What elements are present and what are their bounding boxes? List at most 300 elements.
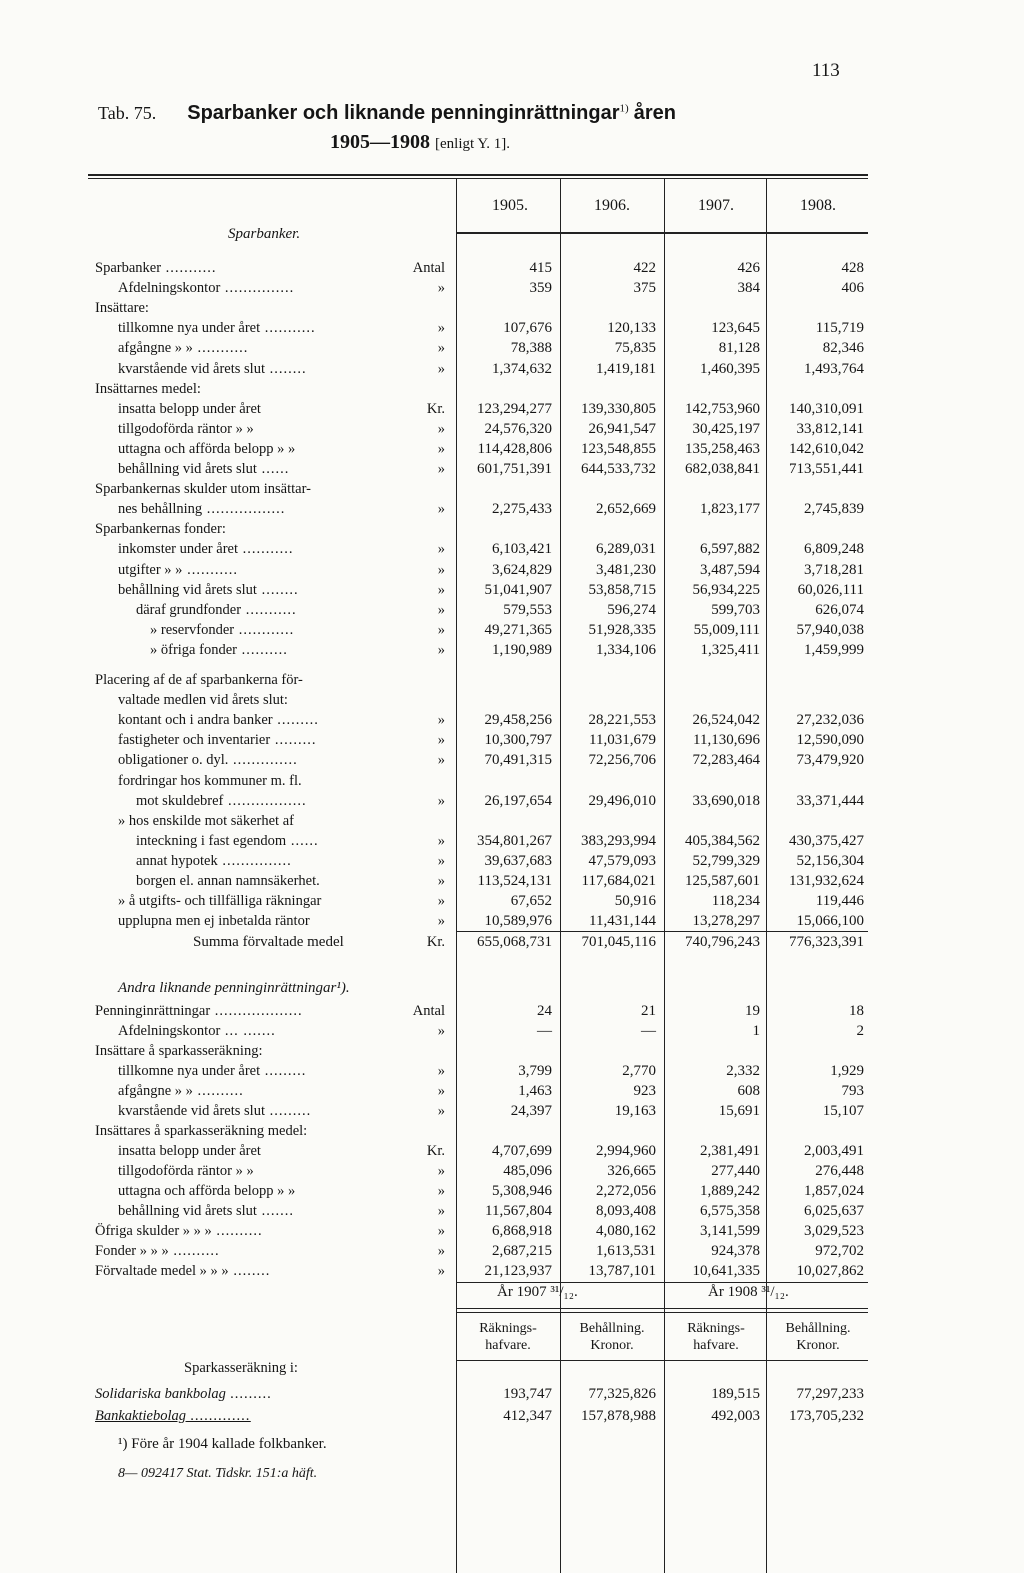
header-rule bbox=[456, 232, 868, 234]
cell-value: 405,384,562 bbox=[685, 832, 760, 849]
table-row bbox=[0, 401, 1024, 421]
row-unit: » bbox=[437, 852, 445, 869]
summa-label: Summa förvaltade medel bbox=[193, 934, 344, 950]
label-text: fastigheter och inventarier bbox=[118, 732, 271, 749]
label-text: däraf grundfonder bbox=[136, 601, 242, 618]
row-unit: Kr. bbox=[426, 1143, 445, 1159]
table-row bbox=[0, 421, 1024, 441]
row-label bbox=[118, 893, 321, 910]
table-row bbox=[0, 1183, 1024, 1203]
label-text: behållning vid årets slut bbox=[118, 581, 257, 598]
col-head-behallning-1908 bbox=[768, 1320, 868, 1354]
leader-dots: ......... bbox=[225, 1386, 273, 1402]
cell-value: 8,093,408 bbox=[596, 1203, 656, 1219]
cell-value: 56,934,225 bbox=[692, 581, 760, 598]
leader-dots: ............ bbox=[234, 621, 295, 638]
cell-value: — bbox=[537, 1023, 552, 1039]
cell-value: 21,123,937 bbox=[484, 1263, 552, 1279]
table-number: Tab. 75. bbox=[98, 103, 157, 123]
page-number: 113 bbox=[812, 60, 840, 81]
title-tail: åren bbox=[633, 102, 676, 124]
cell-value: 72,256,706 bbox=[588, 752, 656, 769]
cell-value: 118,234 bbox=[711, 893, 760, 910]
leader-dots: .......... bbox=[168, 1243, 220, 1259]
cell-value: 3,624,829 bbox=[492, 561, 552, 578]
cell-value: 173,705,232 bbox=[789, 1408, 864, 1424]
lower-rule-3 bbox=[456, 1312, 868, 1313]
leader-dots: ................. bbox=[202, 501, 286, 518]
cell-value: 384 bbox=[737, 280, 760, 297]
cell-value: 2,770 bbox=[622, 1063, 656, 1079]
head-text: Behållning. bbox=[579, 1321, 645, 1336]
cell-value: 51,041,907 bbox=[484, 581, 552, 598]
cell-value: 123,294,277 bbox=[477, 400, 552, 417]
row-unit: » bbox=[437, 792, 445, 809]
label-text: afgångne » » bbox=[118, 1083, 193, 1099]
leader-dots: ......... bbox=[272, 712, 319, 729]
year-header-1906: 1906. bbox=[594, 197, 630, 214]
cell-value: 2,272,056 bbox=[596, 1183, 656, 1199]
cell-value: 1,463 bbox=[518, 1083, 552, 1099]
cell-value: 3,481,230 bbox=[596, 561, 656, 578]
table-row bbox=[0, 361, 1024, 381]
cell-value: 354,801,267 bbox=[477, 832, 552, 849]
label-text: kvarstående vid årets slut bbox=[118, 360, 265, 377]
row-unit: » bbox=[437, 893, 445, 910]
row-label bbox=[136, 833, 319, 850]
label-text: nes behållning bbox=[118, 501, 203, 518]
leader-dots: ...... bbox=[286, 832, 319, 849]
row-unit: » bbox=[437, 541, 445, 558]
table-row bbox=[0, 1263, 1024, 1283]
row-label bbox=[118, 1143, 261, 1160]
table-row bbox=[0, 1103, 1024, 1123]
row-label bbox=[118, 1103, 311, 1120]
cell-value: 326,665 bbox=[607, 1163, 656, 1179]
cell-value: 11,130,696 bbox=[693, 732, 760, 749]
cell-value: 1,613,531 bbox=[596, 1243, 656, 1259]
row-unit: » bbox=[437, 712, 445, 729]
row-label bbox=[118, 441, 295, 458]
cell-value: 125,587,601 bbox=[685, 873, 760, 889]
table-row bbox=[0, 381, 1024, 401]
cell-value: 24 bbox=[537, 1003, 552, 1019]
summa-rule bbox=[456, 931, 868, 932]
cell-value: 1,460,395 bbox=[700, 360, 760, 377]
cell-value: 2,652,669 bbox=[596, 501, 656, 518]
label-text: Placering af de af sparbankerna för- bbox=[95, 672, 303, 688]
label-text: upplupna men ej inbetalda räntor bbox=[118, 913, 310, 930]
row-unit: » bbox=[437, 1163, 445, 1179]
label-text: Sparbankernas skulder utom insättar- bbox=[95, 481, 311, 498]
cell-value: 18 bbox=[849, 1003, 864, 1019]
cell-value: 626,074 bbox=[815, 601, 864, 618]
cell-value: 426 bbox=[737, 260, 760, 276]
cell-value: 4,080,162 bbox=[596, 1223, 656, 1239]
cell-value: 713,551,441 bbox=[789, 461, 864, 477]
row-label bbox=[95, 1408, 251, 1425]
table-row bbox=[0, 1043, 1024, 1063]
leader-dots: .......... bbox=[211, 1223, 263, 1239]
table-row bbox=[0, 712, 1024, 732]
table-row bbox=[0, 853, 1024, 873]
table-row bbox=[0, 692, 1024, 712]
cell-value: 375 bbox=[633, 280, 656, 297]
cell-value: 12,590,090 bbox=[796, 732, 864, 749]
cell-value: 114,428,806 bbox=[477, 440, 552, 457]
row-unit: » bbox=[437, 501, 445, 518]
row-label bbox=[150, 642, 288, 659]
cell-value: 47,579,093 bbox=[588, 852, 656, 869]
row-label bbox=[95, 300, 149, 317]
cell-value: 24,397 bbox=[510, 1103, 552, 1119]
leader-dots: ............... bbox=[217, 852, 292, 869]
leader-dots: ........... bbox=[182, 561, 238, 578]
row-unit: Antal bbox=[412, 1003, 445, 1019]
leader-dots: ...... bbox=[256, 461, 290, 477]
cell-value: 26,524,042 bbox=[692, 712, 760, 729]
table-row bbox=[0, 833, 1024, 853]
cell-value: 492,003 bbox=[711, 1408, 760, 1424]
row-unit: » bbox=[437, 1203, 445, 1219]
label-text: tillgodoförda räntor » » bbox=[118, 420, 254, 437]
lower-rule-1 bbox=[456, 1282, 868, 1283]
label-text: uttagna och afförda belopp » » bbox=[118, 1183, 296, 1199]
cell-value: 3,029,523 bbox=[804, 1223, 864, 1239]
row-label bbox=[95, 1386, 272, 1403]
cell-value: 6,103,421 bbox=[492, 541, 552, 558]
label-text: kvarstående vid årets slut bbox=[118, 1103, 265, 1119]
table-row bbox=[0, 873, 1024, 893]
cell-value: 123,645 bbox=[711, 320, 760, 337]
cell-value: 383,293,994 bbox=[581, 832, 656, 849]
cell-value: — bbox=[641, 1023, 656, 1039]
summa-value: 655,068,731 bbox=[477, 934, 552, 950]
cell-value: 1,374,632 bbox=[492, 360, 552, 377]
cell-value: 682,038,841 bbox=[685, 461, 760, 477]
label-text: Bankaktiebolag bbox=[95, 1408, 187, 1424]
table-row bbox=[0, 793, 1024, 813]
cell-value: 120,133 bbox=[607, 320, 656, 337]
row-unit: » bbox=[437, 1063, 445, 1079]
cell-value: 3,141,599 bbox=[700, 1223, 760, 1239]
cell-value: 15,107 bbox=[822, 1103, 864, 1119]
cell-value: 60,026,111 bbox=[797, 581, 864, 598]
year-header-1907: 1907. bbox=[698, 197, 734, 214]
cell-value: 19 bbox=[745, 1003, 760, 1019]
cell-value: 430,375,427 bbox=[789, 832, 864, 849]
cell-value: 77,325,826 bbox=[588, 1386, 656, 1402]
lower-rule-2 bbox=[456, 1308, 868, 1309]
cell-value: 10,589,976 bbox=[484, 913, 552, 930]
cell-value: 72,283,464 bbox=[692, 752, 760, 769]
row-label bbox=[95, 1043, 263, 1060]
leader-dots: .......... bbox=[192, 1083, 244, 1099]
title-note-mark: 1) bbox=[619, 102, 629, 115]
cell-value: 81,128 bbox=[718, 340, 760, 357]
row-label bbox=[118, 421, 254, 438]
summa-value: 701,045,116 bbox=[581, 934, 656, 950]
row-unit: » bbox=[437, 1243, 445, 1259]
cell-value: 6,575,358 bbox=[700, 1203, 760, 1219]
label-text: afgångne » » bbox=[118, 340, 193, 357]
cell-value: 50,916 bbox=[614, 893, 656, 910]
label-text: » å utgifts- och tillfälliga räkningar bbox=[118, 893, 322, 910]
cell-value: 276,448 bbox=[815, 1163, 864, 1179]
row-label bbox=[118, 320, 316, 337]
cell-value: 412,347 bbox=[503, 1408, 552, 1424]
cell-value: 131,932,624 bbox=[789, 873, 864, 889]
row-unit: » bbox=[437, 581, 445, 598]
row-label bbox=[118, 361, 307, 378]
label-text: insatta belopp under året bbox=[118, 400, 261, 417]
cell-value: 11,031,679 bbox=[589, 732, 656, 749]
cell-value: 19,163 bbox=[614, 1103, 656, 1119]
row-unit: » bbox=[437, 1083, 445, 1099]
leader-dots: ......... bbox=[264, 1103, 312, 1119]
label-text: mot skuldebref bbox=[136, 792, 224, 809]
head-text: hafvare. bbox=[693, 1338, 739, 1353]
cell-value: 142,753,960 bbox=[685, 400, 760, 417]
cell-value: 193,747 bbox=[503, 1386, 552, 1402]
label-text: tillkomne nya under året bbox=[118, 1063, 261, 1079]
title-years bbox=[330, 131, 510, 154]
row-unit: Kr. bbox=[426, 400, 445, 417]
cell-value: 27,232,036 bbox=[796, 712, 864, 729]
cell-value: 1,823,177 bbox=[700, 501, 760, 518]
label-text: Insättarnes medel: bbox=[95, 380, 201, 397]
row-label bbox=[95, 1223, 263, 1240]
table-row bbox=[0, 1023, 1024, 1043]
row-unit: » bbox=[437, 913, 445, 930]
table-row bbox=[0, 340, 1024, 360]
row-unit: » bbox=[437, 601, 445, 618]
label-text: Förvaltade medel » » » bbox=[95, 1263, 229, 1279]
row-unit: » bbox=[437, 873, 445, 889]
leader-dots: ......... bbox=[270, 732, 317, 749]
cell-value: 4,707,699 bbox=[492, 1143, 552, 1159]
summa-row bbox=[0, 934, 1024, 954]
cell-value: 51,928,335 bbox=[588, 621, 656, 638]
row-unit: Antal bbox=[412, 260, 445, 276]
label-text: Insättare: bbox=[95, 300, 149, 317]
leader-dots: ........... bbox=[238, 541, 294, 558]
label-text: Insättares å sparkasseräkning medel: bbox=[95, 1123, 308, 1139]
lower-row bbox=[0, 1408, 1024, 1428]
cell-value: 75,835 bbox=[614, 340, 656, 357]
label-text: » öfriga fonder bbox=[150, 641, 237, 658]
table-row bbox=[0, 280, 1024, 300]
row-unit: » bbox=[437, 461, 445, 477]
row-unit: » bbox=[437, 320, 445, 337]
row-label bbox=[95, 381, 201, 398]
lower-row bbox=[0, 1386, 1024, 1406]
cell-value: 77,297,233 bbox=[796, 1386, 864, 1402]
cell-value: 13,787,101 bbox=[588, 1263, 656, 1279]
head-text: hafvare. bbox=[485, 1338, 531, 1353]
cell-value: 5,308,946 bbox=[492, 1183, 552, 1199]
cell-value: 1,929 bbox=[830, 1063, 864, 1079]
table-row bbox=[0, 481, 1024, 501]
cell-value: 140,310,091 bbox=[789, 400, 864, 417]
cell-value: 406 bbox=[841, 280, 864, 297]
table-row bbox=[0, 642, 1024, 662]
table-row bbox=[0, 1083, 1024, 1103]
table-row bbox=[0, 1143, 1024, 1163]
cell-value: 485,096 bbox=[503, 1163, 552, 1179]
cell-value: 29,458,256 bbox=[484, 712, 552, 729]
row-label bbox=[118, 732, 316, 749]
leader-dots: .............. bbox=[228, 752, 298, 769]
leader-dots: ........... bbox=[161, 260, 217, 276]
table-row bbox=[0, 1003, 1024, 1023]
cell-value: 82,346 bbox=[822, 340, 864, 357]
row-label bbox=[118, 712, 319, 729]
table-row bbox=[0, 893, 1024, 913]
cell-value: 142,610,042 bbox=[789, 440, 864, 457]
row-label bbox=[118, 1063, 306, 1080]
row-label bbox=[95, 1243, 220, 1260]
summa-unit: Kr. bbox=[426, 934, 445, 950]
cell-value: 117,684,021 bbox=[581, 873, 656, 889]
cell-value: 67,652 bbox=[510, 893, 552, 910]
cell-value: 6,809,248 bbox=[804, 541, 864, 558]
leader-dots: ............. bbox=[186, 1408, 251, 1424]
cell-value: 1,493,764 bbox=[804, 360, 864, 377]
source-reference: [enligt Y. 1]. bbox=[435, 136, 510, 152]
row-label bbox=[118, 913, 310, 930]
cell-value: 10,641,335 bbox=[692, 1263, 760, 1279]
col-head-rakningshafvare-1908 bbox=[666, 1320, 766, 1354]
cell-value: 11,567,804 bbox=[485, 1203, 552, 1219]
label-text: tillkomne nya under året bbox=[118, 320, 261, 337]
label-text: Fonder » » » bbox=[95, 1243, 169, 1259]
cell-value: 49,271,365 bbox=[484, 621, 552, 638]
cell-value: 3,718,281 bbox=[804, 561, 864, 578]
head-text: Räknings- bbox=[687, 1321, 745, 1336]
cell-value: 277,440 bbox=[711, 1163, 760, 1179]
cell-value: 644,533,732 bbox=[581, 461, 656, 477]
leader-dots: ............... bbox=[220, 280, 295, 297]
cell-value: 3,799 bbox=[518, 1063, 552, 1079]
cell-value: 2,003,491 bbox=[804, 1143, 864, 1159]
cell-value: 10,027,862 bbox=[796, 1263, 864, 1279]
table-row bbox=[0, 813, 1024, 833]
row-label bbox=[95, 481, 311, 498]
cell-value: 57,940,038 bbox=[796, 621, 864, 638]
cell-value: 115,719 bbox=[815, 320, 864, 337]
row-label bbox=[118, 1163, 254, 1180]
cell-value: 601,751,391 bbox=[477, 461, 552, 477]
cell-value: 107,676 bbox=[503, 320, 552, 337]
label-text: » reservfonder bbox=[150, 621, 235, 638]
cell-value: 135,258,463 bbox=[685, 440, 760, 457]
cell-value: 599,703 bbox=[711, 601, 760, 618]
title-main: Sparbanker och liknande penninginrättningar bbox=[187, 102, 620, 124]
head-text: Kronor. bbox=[590, 1338, 634, 1353]
row-label bbox=[136, 602, 297, 619]
row-label bbox=[95, 1003, 303, 1020]
cell-value: 70,491,315 bbox=[484, 752, 552, 769]
row-label bbox=[118, 340, 248, 357]
cell-value: 139,330,805 bbox=[581, 400, 656, 417]
cell-value: 55,009,111 bbox=[693, 621, 760, 638]
label-text: Afdelningskontor bbox=[118, 1023, 221, 1039]
head-text: Kronor. bbox=[796, 1338, 840, 1353]
cell-value: 428 bbox=[841, 260, 864, 276]
head-text: Behållning. bbox=[785, 1321, 851, 1336]
cell-value: 21 bbox=[641, 1003, 656, 1019]
col-head-behallning-1907 bbox=[562, 1320, 662, 1354]
cell-value: 73,479,920 bbox=[796, 752, 864, 769]
label-text: inkomster under året bbox=[118, 541, 238, 558]
cell-value: 1,857,024 bbox=[804, 1183, 864, 1199]
footnote: ¹) Före år 1904 kallade folkbanker. bbox=[118, 1436, 327, 1452]
year-range: 1905—1908 bbox=[330, 131, 430, 153]
head-text: Räknings- bbox=[479, 1321, 537, 1336]
table-row bbox=[0, 1243, 1024, 1263]
table-row bbox=[0, 752, 1024, 772]
label-text: tillgodoförda räntor » » bbox=[118, 1163, 254, 1179]
top-rule bbox=[88, 174, 868, 176]
row-label bbox=[118, 1203, 294, 1220]
label-text: annat hypotek bbox=[136, 852, 218, 869]
row-label bbox=[95, 260, 217, 277]
cell-value: 596,274 bbox=[607, 601, 656, 618]
cell-value: 26,941,547 bbox=[588, 420, 656, 437]
cell-value: 2 bbox=[856, 1023, 864, 1039]
table-row bbox=[0, 672, 1024, 692]
cell-value: 13,278,297 bbox=[692, 913, 760, 930]
label-text: utgifter » » bbox=[118, 561, 183, 578]
label-text: Solidariska bankbolag bbox=[95, 1386, 226, 1402]
row-unit: » bbox=[437, 340, 445, 357]
label-text: Sparbanker bbox=[95, 260, 162, 276]
row-unit: » bbox=[437, 641, 445, 658]
label-text: borgen el. annan namnsäkerhet. bbox=[136, 873, 320, 889]
cell-value: 6,025,637 bbox=[804, 1203, 864, 1219]
cell-value: 6,597,882 bbox=[700, 541, 760, 558]
cell-value: 2,745,839 bbox=[804, 501, 864, 518]
row-label bbox=[95, 1123, 307, 1140]
row-label bbox=[118, 1023, 276, 1040]
cell-value: 1,325,411 bbox=[700, 641, 760, 658]
table-row bbox=[0, 562, 1024, 582]
row-label bbox=[118, 461, 289, 478]
cell-value: 1,419,181 bbox=[596, 360, 656, 377]
cell-value: 972,702 bbox=[815, 1243, 864, 1259]
row-unit: » bbox=[437, 1223, 445, 1239]
cell-value: 33,690,018 bbox=[692, 792, 760, 809]
summa-value: 740,796,243 bbox=[685, 934, 760, 950]
row-label bbox=[118, 280, 294, 297]
label-text: Penninginrättningar bbox=[95, 1003, 211, 1019]
top-rule-thin bbox=[88, 178, 868, 179]
table-row bbox=[0, 320, 1024, 340]
cell-value: 119,446 bbox=[815, 893, 864, 910]
label-text: valtade medlen vid årets slut: bbox=[118, 692, 288, 709]
cell-value: 579,553 bbox=[503, 601, 552, 618]
table-title bbox=[98, 102, 676, 125]
row-label bbox=[118, 401, 261, 418]
table-row bbox=[0, 521, 1024, 541]
cell-value: 157,878,988 bbox=[581, 1408, 656, 1424]
label-text: inteckning i fast egendom bbox=[136, 832, 287, 849]
cell-value: 2,332 bbox=[726, 1063, 760, 1079]
row-label bbox=[136, 853, 292, 870]
row-label bbox=[118, 773, 302, 790]
leader-dots: ... ....... bbox=[220, 1023, 276, 1039]
